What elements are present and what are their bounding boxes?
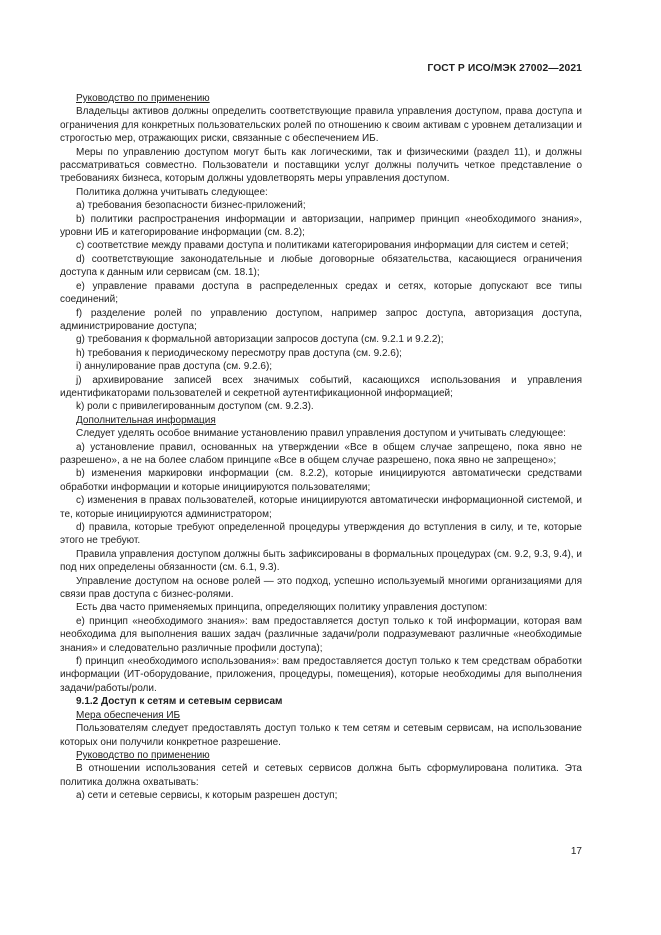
paragraph: e) принцип «необходимого знания»: вам предоставляется доступ только к той информации, которая вам необходима для выполнения ваших задач (различные задачи/роли подразумевают различные «необходимые знания» и следовательно различные профили доступа);	[60, 615, 582, 654]
section-label-text: Мера обеспечения ИБ	[76, 709, 181, 721]
document-body	[60, 92, 582, 803]
paragraph: d) соответствующие законодательные и любые договорные обязательства, касающиеся ограничения доступа к данным или сервисам (см. 18.1);	[60, 253, 582, 279]
paragraph: Следует уделять особое внимание установлению правил управления доступом и учитывать следующее:	[76, 428, 566, 440]
paragraph: a) сети и сетевые сервисы, к которым разрешен доступ;	[76, 790, 338, 802]
paragraph: g) требования к формальной авторизации запросов доступа (см. 9.2.1 и 9.2.2);	[76, 334, 444, 346]
section-label	[60, 414, 582, 427]
paragraph: В отношении использования сетей и сетевых сервисов должна быть сформулирована политика. Эта политика должна охватывать:	[60, 763, 582, 788]
document-header: ГОСТ Р ИСО/МЭК 27002—2021	[427, 63, 582, 74]
section-heading: 9.1.2 Доступ к сетям и сетевым сервисам	[76, 696, 283, 708]
paragraph: h) требования к периодическому пересмотру прав доступа (см. 9.2.6);	[76, 347, 402, 359]
paragraph: c) соответствие между правами доступа и политиками категорирования информации для систем и сетей;	[76, 240, 569, 252]
paragraph: j) архивирование записей всех значимых событий, касающихся использования и управления идентификаторами пользователей и секретной аутентификационной информацией;	[60, 374, 582, 399]
paragraph: e) управление правами доступа в распределенных средах и сетях, которые допускают все типы соединений;	[60, 280, 582, 306]
section-label	[60, 92, 582, 105]
paragraph: Меры по управлению доступом могут быть как логическими, так и физическими (раздел 11), и должны рассматриваться совместно. Пользователи и поставщики услуг должны получить четкое представление о требованиях бизнеса, которым должны удовлетворять меры управления доступом.	[60, 146, 582, 185]
page-number: 17	[570, 846, 582, 857]
paragraph: c) изменения в правах пользователей, которые инициируются автоматически информационной системой, и те, которые инициируются администратором;	[60, 495, 582, 520]
paragraph: a) требования безопасности бизнес-приложений;	[76, 200, 306, 212]
paragraph: Политика должна учитывать следующее:	[76, 186, 268, 198]
paragraph: Есть два часто применяемых принципа, определяющих политику управления доступом:	[76, 602, 488, 614]
section-label-text: Руководство по применению	[76, 93, 210, 104]
paragraph: b) политики распространения информации и авторизации, например принцип «необходимого знания», уровни ИБ и категорирование информации (см. 8.2);	[60, 213, 582, 239]
paragraph: f) принцип «необходимого использования»: вам предоставляется доступ только к тем средствам обработки информации (ИТ-оборудование, приложения, процедуры, помещения), которые необходимы для выполнения задачи/работы/роли.	[60, 656, 582, 694]
section-label-text: Дополнительная информация	[76, 414, 216, 426]
section-label-text: Руководство по применению	[76, 749, 210, 761]
paragraph: Правила управления доступом должны быть зафиксированы в формальных процедурах (см. 9.2, 9.3, 9.4), и под них определены обязанности (см. 6.1, 9.3).	[60, 548, 582, 574]
paragraph: Управление доступом на основе ролей — это подход, успешно используемый многими организациями для связи прав доступа с бизнес-ролями.	[60, 575, 582, 601]
paragraph: a) установление правил, основанных на утверждении «Все в общем случае запрещено, пока явно не разрешено», а не на более слабом принципе «Все в общем случае разрешено, пока явно не запрещено»;	[60, 441, 582, 466]
paragraph: i) аннулирование прав доступа (см. 9.2.6);	[76, 361, 273, 373]
paragraph: f) разделение ролей по управлению доступом, например запрос доступа, авторизация доступа, администрирование доступа;	[60, 307, 582, 332]
section-label	[60, 749, 582, 762]
paragraph: b) изменения маркировки информации (см. 8.2.2), которые инициируются автоматически средствами обработки информации и которые инициируются пользователями;	[60, 468, 582, 493]
paragraph: Владельцы активов должны определить соответствующие правила управления доступом, права доступа и ограничения для конкретных пользовательских ролей по отношению к своим активам с уровнем детализации и строгостью мер, отражающих риски, связанные с обеспечением ИБ.	[60, 106, 582, 145]
paragraph: k) роли с привилегированным доступом (см. 9.2.3).	[76, 401, 314, 413]
section-label	[60, 709, 582, 722]
paragraph: Пользователям следует предоставлять доступ только к тем сетям и сетевым сервисам, на использование которых они получили конкретное разрешение.	[60, 723, 582, 748]
paragraph: d) правила, которые требуют определенной процедуры утверждения до вступления в силу, и те, которые этого не требуют.	[60, 522, 582, 547]
